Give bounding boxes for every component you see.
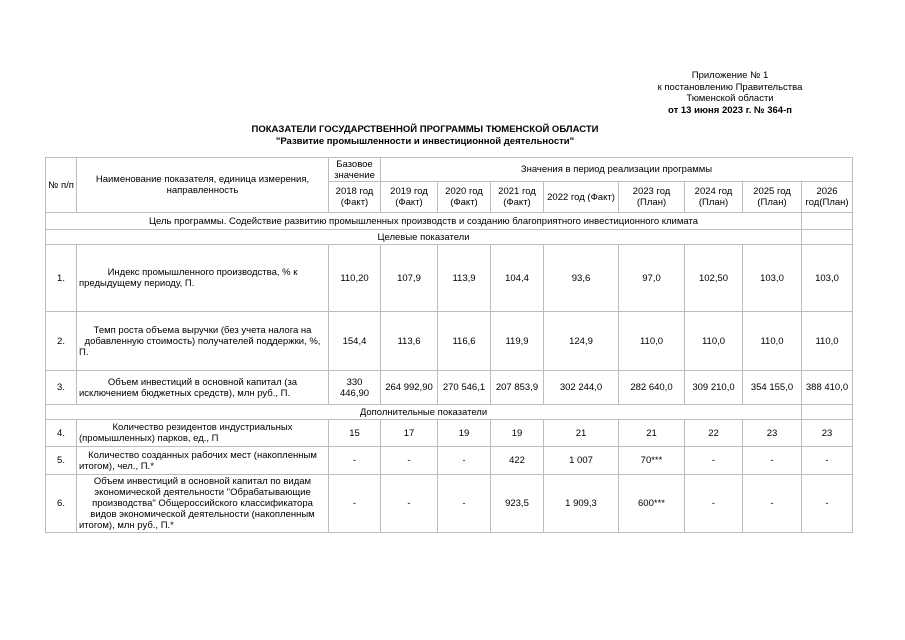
empty-cell [802,213,853,230]
title-subtitle: "Развитие промышленности и инвестиционной деятельности" [275,135,575,147]
row-value: - [685,447,743,475]
header-year: 2020 год (Факт) [438,182,491,213]
row-value: 113,9 [438,245,491,312]
row-value: 97,0 [619,245,685,312]
row-value: 207 853,9 [491,371,544,405]
header-year: 2022 год (Факт) [544,182,619,213]
row-value: 113,6 [381,312,438,371]
header-year: 2023 год (План) [619,182,685,213]
header-year: 2019 год (Факт) [381,182,438,213]
row-value: 70*** [619,447,685,475]
row-name: Объем инвестиций в основной капитал (за исключением бюджетных средств), млн руб., П. [77,371,329,405]
table-row [46,420,853,447]
row-value: 600*** [619,475,685,533]
row-value: 19 [438,420,491,447]
row-value: 107,9 [381,245,438,312]
section-row [46,405,853,420]
section-additional: Дополнительные показатели [46,405,802,420]
appendix-line: Приложение № 1 [691,70,769,81]
row-value: 388 410,0 [802,371,853,405]
row-value: - [438,475,491,533]
row-value: 110,0 [743,312,802,371]
row-value: 330 446,90 [329,371,381,405]
row-num: 1. [46,245,77,312]
row-value: 309 210,0 [685,371,743,405]
row-value: 354 155,0 [743,371,802,405]
section-row [46,230,853,245]
row-value: - [743,475,802,533]
row-value: 19 [491,420,544,447]
empty-cell [802,230,853,245]
table-row [46,312,853,371]
row-value: 302 244,0 [544,371,619,405]
row-num: 5. [46,447,77,475]
header-row [46,158,853,182]
row-value: - [802,447,853,475]
row-name: Количество резидентов индустриальных (промышленных) парков, ед., П [77,420,329,447]
row-value: - [743,447,802,475]
header-period: Значения в период реализации программы [381,158,853,182]
row-num: 2. [46,312,77,371]
row-value: 110,0 [802,312,853,371]
row-num: 4. [46,420,77,447]
row-value: - [381,447,438,475]
document-title [60,124,790,147]
appendix-date-line: от 13 июня 2023 г. № 364-п [668,104,792,116]
row-name: Объем инвестиций в основной капитал по видам экономической деятельности "Обрабатывающие производства" Общероссийского классификатора видов экономической деятельности (накопленным итогом), млн руб., П.* [77,475,329,533]
row-value: - [438,447,491,475]
row-value: 22 [685,420,743,447]
header-base: Базовое значение [329,158,381,182]
header-num: № п/п [46,158,77,213]
row-value: 124,9 [544,312,619,371]
row-value: - [329,475,381,533]
row-name: Темп роста объема выручки (без учета налога на добавленную стоимость) получателей поддержки, %, П. [77,312,329,371]
row-value: 264 992,90 [381,371,438,405]
row-value: 104,4 [491,245,544,312]
row-value: 116,6 [438,312,491,371]
section-target: Целевые показатели [46,230,802,245]
title-line: ПОКАЗАТЕЛИ ГОСУДАРСТВЕННОЙ ПРОГРАММЫ ТЮМЕНСКОЙ ОБЛАСТИ [251,124,599,135]
row-num: 6. [46,475,77,533]
row-value: 103,0 [743,245,802,312]
header-year: 2026 год(План) [802,182,853,213]
row-value: 21 [544,420,619,447]
appendix-block [600,70,860,116]
header-year: 2024 год (План) [685,182,743,213]
table-row [46,245,853,312]
row-name: Индекс промышленного производства, % к предыдущему периоду, П. [77,245,329,312]
row-value: 270 546,1 [438,371,491,405]
goal-text: Цель программы. Содействие развитию промышленных производств и созданию благоприятного инвестиционного климата [46,213,802,230]
row-value: - [802,475,853,533]
row-name: Количество созданных рабочих мест (накопленным итогом), чел., П.* [77,447,329,475]
row-value: 93,6 [544,245,619,312]
row-value: 15 [329,420,381,447]
row-value: 23 [802,420,853,447]
row-value: 17 [381,420,438,447]
appendix-line: к постановлению Правительства [657,81,803,93]
row-value: 1 909,3 [544,475,619,533]
row-value: 110,0 [685,312,743,371]
header-year: 2025 год (План) [743,182,802,213]
row-value: - [685,475,743,533]
row-value: 110,20 [329,245,381,312]
row-value: 23 [743,420,802,447]
row-value: - [329,447,381,475]
header-name: Наименование показателя, единица измерения, направленность [77,158,329,213]
row-value: 154,4 [329,312,381,371]
row-value: 103,0 [802,245,853,312]
row-value: 119,9 [491,312,544,371]
table-row [46,475,853,533]
header-year: 2021 год (Факт) [491,182,544,213]
row-value: 282 640,0 [619,371,685,405]
goal-row [46,213,853,230]
row-num: 3. [46,371,77,405]
table-row [46,371,853,405]
row-value: 422 [491,447,544,475]
indicators-table [45,157,853,533]
row-value: 21 [619,420,685,447]
empty-cell [802,405,853,420]
row-value: - [381,475,438,533]
row-value: 923,5 [491,475,544,533]
row-value: 1 007 [544,447,619,475]
table-row [46,447,853,475]
row-value: 102,50 [685,245,743,312]
appendix-line: Тюменской области [686,93,774,104]
header-year: 2018 год (Факт) [329,182,381,213]
row-value: 110,0 [619,312,685,371]
